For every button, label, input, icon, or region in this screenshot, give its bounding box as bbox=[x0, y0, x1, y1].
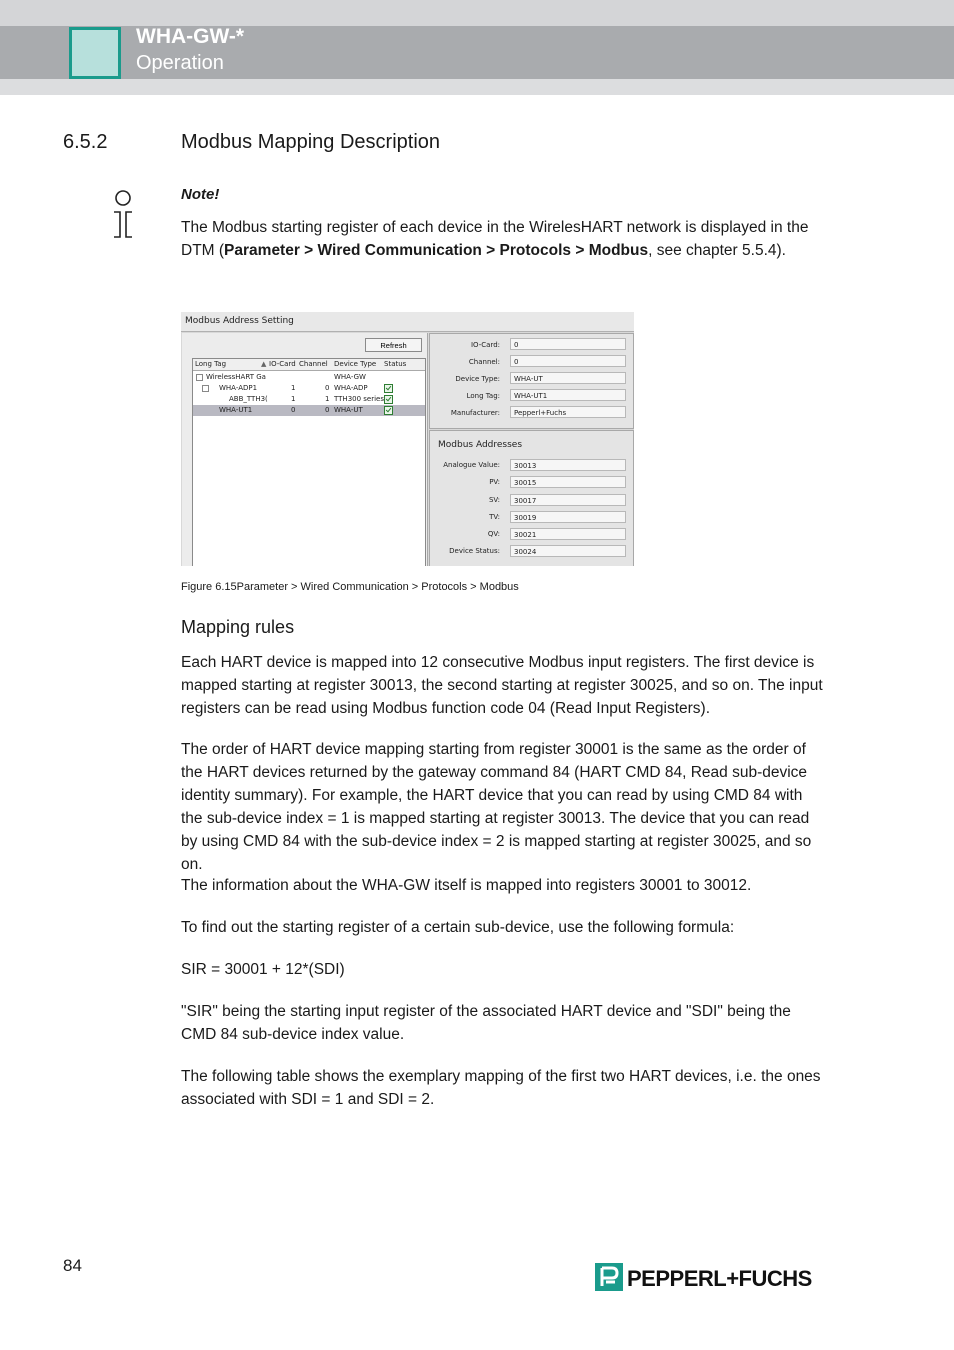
device-tree-panel bbox=[182, 333, 428, 566]
paragraph: The order of HART device mapping starting from register 30001 is the same as the order of the HART devices returned by the gateway command 84 (HART CMD 84, Read sub-device identity summary). For example, the HART device that you can read by using CMD 84 with the sub-device index = 1 is mapped starting at register 30013. The device that you can read by using CMD 84 with the sub-device index = 2 is mapped starting at register 30025, and so on. bbox=[181, 741, 812, 873]
sv-field: 30017 bbox=[510, 494, 626, 506]
section-square-icon bbox=[69, 27, 121, 79]
analogue-value-field: 30013 bbox=[510, 459, 626, 471]
col-device-type[interactable]: Device Type bbox=[334, 360, 377, 368]
table-row[interactable]: WirelessHART Ga WHA-GW bbox=[193, 372, 425, 383]
paragraph: The information about the WHA-GW itself is mapped into registers 30001 to 30012. bbox=[181, 877, 752, 894]
tree-header bbox=[193, 359, 425, 371]
note-path: Parameter > Wired Communication > Protocols > Modbus bbox=[224, 242, 649, 259]
table-row[interactable]: WHA-ADP1 1 0 WHA-ADP bbox=[193, 383, 425, 394]
col-io-card[interactable]: IO-Card bbox=[269, 360, 296, 368]
paragraph: Each HART device is mapped into 12 consecutive Modbus input registers. The first device is mapped starting at register 30013, the second starting at register 30025, and so on. The input registers can be read using Modbus function code 04 (Read Input Registers). bbox=[181, 654, 823, 717]
pepperl-fuchs-logo bbox=[595, 1263, 825, 1293]
manufacturer-field: Pepperl+Fuchs bbox=[510, 406, 626, 418]
note-label: Note! bbox=[181, 186, 220, 203]
col-status[interactable]: Status bbox=[384, 360, 407, 368]
channel-field: 0 bbox=[510, 355, 626, 367]
status-ok-icon bbox=[384, 384, 393, 393]
device-details-panel: IO-Card: 0 Channel: 0 Device Type: WHA-UT Long Tag: WHA-UT1 Manufacturer: Pepperl+Fuchs bbox=[429, 333, 634, 429]
section-title: Modbus Mapping Description bbox=[181, 131, 441, 153]
col-channel[interactable]: Channel bbox=[299, 360, 328, 368]
figure-titlebar bbox=[181, 312, 634, 332]
formula: SIR = 30001 + 12*(SDI) bbox=[181, 961, 345, 978]
table-row[interactable]: ABB_TTH3( 1 1 TTH300 series bbox=[193, 394, 425, 405]
device-status-field: 30024 bbox=[510, 545, 626, 557]
modbus-address-setting-figure bbox=[181, 312, 634, 566]
chapter-title: Operation bbox=[136, 52, 224, 74]
table-row-selected[interactable]: WHA-UT1 0 0 WHA-UT bbox=[193, 405, 425, 416]
window-title: Modbus Address Setting bbox=[185, 316, 294, 326]
refresh-button[interactable]: Refresh bbox=[365, 338, 422, 352]
document-title: WHA-GW-* bbox=[136, 25, 245, 48]
section-number: 6.5.2 bbox=[63, 131, 108, 153]
io-card-field: 0 bbox=[510, 338, 626, 350]
collapse-icon[interactable] bbox=[202, 385, 209, 392]
collapse-icon[interactable] bbox=[196, 374, 203, 381]
status-ok-icon bbox=[384, 395, 393, 404]
page-number: 84 bbox=[63, 1256, 82, 1275]
qv-field: 30021 bbox=[510, 528, 626, 540]
figure-caption: Figure 6.15Parameter > Wired Communication > Protocols > Modbus bbox=[181, 581, 519, 593]
modbus-addresses-title: Modbus Addresses bbox=[438, 440, 523, 450]
long-tag-field: WHA-UT1 bbox=[510, 389, 626, 401]
status-ok-icon bbox=[384, 406, 393, 415]
header-top-strip bbox=[0, 0, 954, 26]
tv-field: 30019 bbox=[510, 511, 626, 523]
paragraph: The following table shows the exemplary mapping of the first two HART devices, i.e. the ones associated with SDI = 1 and SDI = 2. bbox=[181, 1068, 821, 1108]
device-tree[interactable] bbox=[192, 358, 426, 566]
device-type-field: WHA-UT bbox=[510, 372, 626, 384]
pv-field: 30015 bbox=[510, 476, 626, 488]
note-text: The Modbus starting register of each device in the WirelesHART network is displayed in the DTM (Parameter > Wired Communication > Protocols > Modbus, see chapter 5.5.4). bbox=[181, 219, 809, 259]
header-under-strip bbox=[0, 79, 954, 95]
paragraph: "SIR" being the starting input register of the associated HART device and "SDI" being the CMD 84 sub-device index value. bbox=[181, 1003, 791, 1043]
col-long-tag[interactable]: Long Tag bbox=[195, 360, 227, 368]
mapping-rules-heading: Mapping rules bbox=[181, 617, 295, 637]
sort-icon: ▲ bbox=[261, 360, 267, 368]
info-icon bbox=[110, 188, 136, 242]
logo-wordmark: PEPPERL+FUCHS bbox=[627, 1266, 812, 1291]
pepperl-fuchs-logo-icon bbox=[595, 1263, 623, 1291]
paragraph: To find out the starting register of a certain sub-device, use the following formula: bbox=[181, 919, 735, 936]
modbus-addresses-panel: Modbus Addresses Analogue Value: 30013 PV: 30015 SV: 30017 TV: 30019 QV: 30021 Device Status: 30024 bbox=[429, 430, 634, 566]
